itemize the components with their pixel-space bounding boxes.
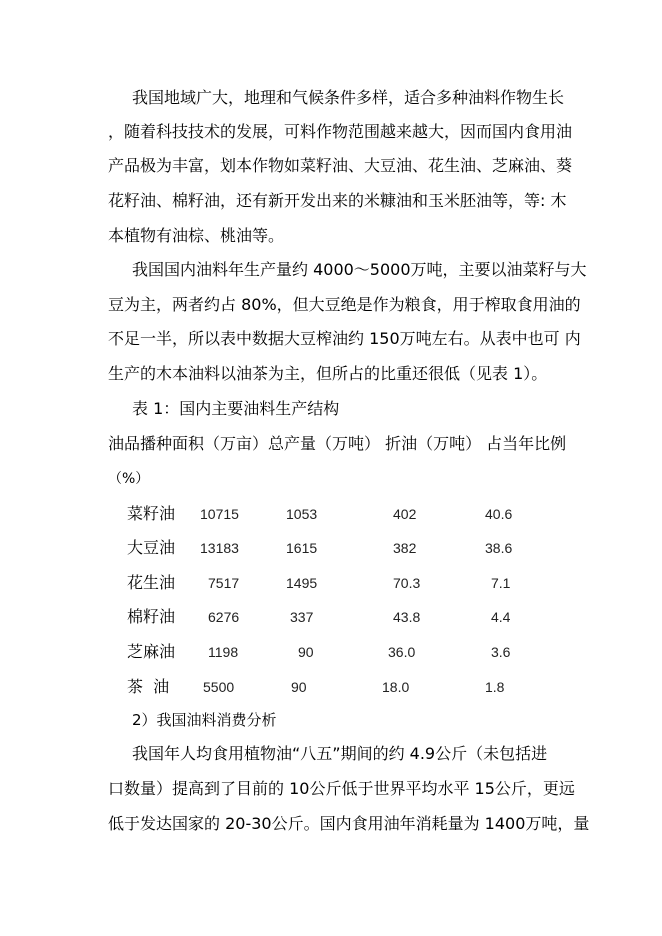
- row-name: 花生油: [127, 573, 176, 592]
- paragraph-1-line-1: 我国地域广大，地理和气候条件多样，适合多种油料作物生长: [132, 88, 565, 107]
- row-ratio: 38.6: [485, 540, 513, 556]
- row-name: 茶 油: [127, 677, 170, 696]
- row-oil: 43.8: [393, 609, 421, 625]
- row-output: 1495: [286, 575, 318, 591]
- paragraph-3-line-2: 口数量）提高到了目前的 10公斤低于世界平均水平 15公斤，更远: [108, 779, 575, 798]
- row-area: 1198: [208, 644, 239, 660]
- row-oil: 70.3: [393, 575, 421, 591]
- paragraph-3-line-3: 低于发达国家的 20-30公斤。国内食用油年消耗量为 1400万吨，量: [108, 814, 590, 833]
- paragraph-1-line-4: 花籽油、棉籽油，还有新开发出来的米糠油和玉米胚油等，等: 木: [108, 191, 567, 210]
- row-ratio: 7.1: [491, 575, 511, 591]
- paragraph-2-line-3: 不足一半，所以表中数据大豆榨油约 150万吨左右。从表中也可 内: [108, 329, 581, 348]
- row-area: 5500: [203, 679, 235, 695]
- table-header-unit: （%）: [108, 471, 150, 487]
- paragraph-3-line-1: 我国年人均食用植物油“八五”期间的约 4.9公斤（未包括进: [132, 744, 548, 763]
- paragraph-2-line-2: 豆为主，两者约占 80%，但大豆绝是作为粮食，用于榨取食用油的: [108, 295, 581, 314]
- row-oil: 18.0: [382, 679, 410, 695]
- row-area: 6276: [208, 609, 240, 625]
- row-oil: 36.0: [388, 644, 416, 660]
- row-area: 13183: [200, 540, 239, 556]
- row-ratio: 1.8: [485, 679, 505, 695]
- row-area: 7517: [208, 575, 240, 591]
- row-ratio: 3.6: [491, 644, 511, 660]
- paragraph-1-line-2: ，随着科技技术的发展，可料作物范围越来越大，因而国内食用油: [108, 122, 573, 141]
- row-output: 337: [290, 609, 314, 625]
- paragraph-1-line-5: 本植物有油棕、桃油等。: [108, 226, 285, 245]
- row-name: 芝麻油: [127, 642, 176, 661]
- row-ratio: 40.6: [485, 506, 513, 522]
- row-oil: 402: [393, 506, 417, 522]
- section-heading: 2）我国油料消费分析: [132, 711, 277, 729]
- row-output: 1615: [286, 540, 318, 556]
- row-name: 菜籽油: [127, 504, 176, 523]
- row-output: 90: [291, 679, 307, 695]
- table-caption: 表 1：国内主要油料生产结构: [132, 399, 340, 418]
- paragraph-2-line-4: 生产的木本油料以油茶为主，但所占的比重还很低（见表 1）。: [108, 364, 548, 383]
- row-output: 1053: [286, 506, 318, 522]
- row-name: 棉籽油: [127, 607, 176, 626]
- row-name: 大豆油: [127, 538, 176, 557]
- paragraph-1-line-3: 产品极为丰富，划本作物如菜籽油、大豆油、花生油、芝麻油、葵: [108, 156, 573, 175]
- row-oil: 382: [393, 540, 417, 556]
- row-area: 10715: [200, 506, 239, 522]
- paragraph-2-line-1: 我国国内油料年生产量约 4000～5000万吨，主要以油菜籽与大: [132, 260, 587, 279]
- row-ratio: 4.4: [491, 609, 511, 625]
- row-output: 90: [298, 644, 314, 660]
- table-header: 油品播种面积（万亩）总产量（万吨） 折油（万吨） 占当年比例: [108, 434, 567, 453]
